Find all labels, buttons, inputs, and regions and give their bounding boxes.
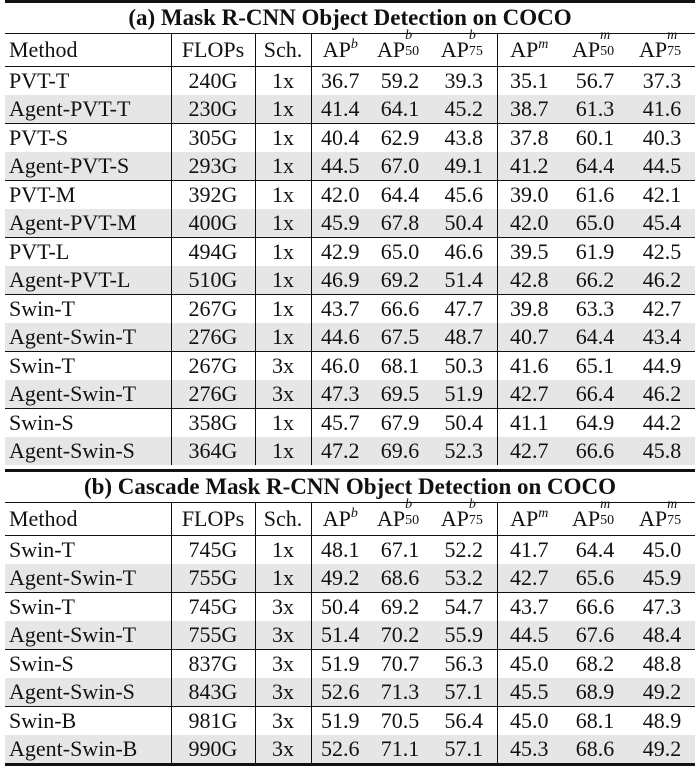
cell-sch: 1x — [255, 181, 311, 210]
cell-apb50: 69.2 — [369, 593, 431, 622]
header-flops — [171, 503, 255, 536]
cell-flops: 240G — [171, 67, 255, 96]
cell-apm75: 37.3 — [642, 68, 682, 93]
cell-apm: 42.8 — [497, 266, 561, 295]
cell-apm75: 45.4 — [629, 209, 695, 238]
cell-apb: 40.4 — [311, 124, 369, 153]
table-row — [5, 181, 695, 210]
cell-apb: 42.9 — [311, 238, 369, 267]
cell-method: Swin-S — [5, 409, 171, 438]
cell-method: Agent-Swin-T — [5, 323, 171, 352]
cell-apb75: 39.3 — [431, 67, 497, 96]
cell-apm50: 64.4 — [561, 323, 629, 352]
table-row — [5, 152, 695, 181]
cell-apb50: 67.9 — [369, 409, 431, 438]
table-row — [5, 707, 695, 736]
header-apm50-ap: AP — [571, 37, 601, 62]
cell-method: Swin-B — [5, 707, 171, 736]
cell-apm75: 49.2 — [629, 735, 695, 763]
header-apm75-ap: AP — [638, 37, 668, 62]
table-a — [5, 28, 695, 465]
table-row — [5, 352, 695, 381]
cell-apm75: 42.1 — [629, 181, 695, 210]
cell-apm50: 67.6 — [561, 621, 629, 650]
header-apb75-ap: AP — [440, 37, 469, 62]
cell-apb75: 53.2 — [431, 564, 497, 593]
cell-sch: 3x — [255, 707, 311, 736]
cell-apb75: 56.4 — [431, 707, 497, 736]
header-method-label: Method — [9, 37, 78, 62]
cell-apb50: 65.0 — [369, 238, 431, 267]
header-apb75-ap: AP — [440, 506, 469, 531]
cell-method: PVT-L — [5, 238, 171, 267]
cell-apb50: 69.2 — [369, 266, 431, 295]
header-apb50-ap: AP — [376, 506, 406, 531]
cell-apb: 46.9 — [311, 266, 369, 295]
cell-apb50: 64.1 — [369, 95, 431, 124]
cell-apm50: 65.0 — [561, 209, 629, 238]
cell-sch: 1x — [255, 564, 311, 593]
cell-apb75: 49.1 — [431, 152, 497, 181]
header-apb75 — [431, 28, 497, 67]
table-row — [5, 124, 695, 153]
cell-apm50: 66.2 — [561, 266, 629, 295]
cell-apb: 45.9 — [311, 209, 369, 238]
cell-method: PVT-M — [5, 181, 171, 210]
cell-flops: 981G — [171, 707, 255, 736]
cell-sch: 1x — [255, 152, 311, 181]
cell-flops: 745G — [171, 593, 255, 622]
cell-sch: 3x — [255, 380, 311, 409]
cell-apb50: 67.8 — [369, 209, 431, 238]
header-apb75-sub: 75 — [468, 513, 483, 528]
cell-apm: 45.0 — [497, 650, 561, 679]
cell-apb50: 67.5 — [369, 323, 431, 352]
cell-flops: 755G — [171, 564, 255, 593]
cell-apb75: 50.4 — [431, 409, 497, 438]
cell-apb75: 45.6 — [431, 181, 497, 210]
table-row — [5, 209, 695, 238]
cell-sch: 1x — [255, 409, 311, 438]
header-sch-label: Sch. — [263, 37, 303, 62]
cell-apb75: 45.2 — [431, 95, 497, 124]
cell-apb: 50.4 — [311, 593, 369, 622]
cell-apb75: 47.7 — [431, 295, 497, 324]
cell-apb50: 67.0 — [369, 152, 431, 181]
table-row — [5, 621, 695, 650]
header-apm50-ap: AP — [571, 506, 601, 531]
header-row — [5, 34, 695, 67]
cell-sch: 3x — [255, 678, 311, 707]
header-apb75 — [431, 497, 497, 536]
table-row — [5, 536, 695, 565]
table-row — [5, 593, 695, 622]
header-row — [5, 503, 695, 536]
header-apb50-sub: 50 — [405, 44, 420, 59]
header-apb50-scripts — [405, 497, 423, 528]
table-row — [5, 67, 695, 96]
cell-sch: 3x — [255, 621, 311, 650]
cell-apm: 45.5 — [497, 678, 561, 707]
cell-apm75: 46.2 — [629, 266, 695, 295]
cell-apm: 39.0 — [497, 181, 561, 210]
cell-flops: 494G — [171, 238, 255, 267]
cell-apb50: 68.6 — [369, 564, 431, 593]
cell-method: Swin-T — [5, 593, 171, 622]
header-apm — [497, 503, 561, 536]
cell-apb: 44.5 — [311, 152, 369, 181]
cell-apm75: 48.8 — [629, 650, 695, 679]
header-method — [5, 34, 171, 67]
cell-apm75: 45.0 — [642, 537, 682, 562]
cell-apm50: 64.9 — [561, 409, 629, 438]
table-row — [5, 323, 695, 352]
table-row — [5, 437, 695, 465]
cell-sch: 3x — [255, 650, 311, 679]
cell-apm: 41.2 — [497, 152, 561, 181]
cell-apb: 47.3 — [311, 380, 369, 409]
cell-apm50: 60.1 — [561, 124, 629, 153]
cell-apb50: 59.2 — [380, 68, 420, 93]
cell-apb: 42.0 — [311, 181, 369, 210]
cell-flops: 276G — [171, 323, 255, 352]
cell-apb: 52.6 — [311, 735, 369, 763]
cell-apb: 44.6 — [311, 323, 369, 352]
cell-apb50: 71.1 — [369, 735, 431, 763]
cell-apm: 38.7 — [497, 95, 561, 124]
cell-apb50: 70.7 — [369, 650, 431, 679]
cell-apm: 42.0 — [497, 209, 561, 238]
cell-sch: 1x — [255, 536, 311, 565]
cell-apm50: 63.3 — [561, 295, 629, 324]
header-apb50 — [369, 28, 431, 67]
header-apm75-ap: AP — [638, 506, 668, 531]
cell-apb: 49.2 — [311, 564, 369, 593]
cell-sch: 1x — [255, 95, 311, 124]
header-apm50-sup: m — [600, 28, 611, 43]
cell-apb75: 46.6 — [431, 238, 497, 267]
cell-apb75: 51.4 — [431, 266, 497, 295]
cell-apm50: 66.6 — [561, 593, 629, 622]
cell-apm75: 44.5 — [629, 152, 695, 181]
header-apb-ap: AP — [322, 37, 351, 62]
header-apb-sup: b — [350, 37, 358, 52]
cell-apb50: 68.1 — [369, 352, 431, 381]
cell-apm: 41.6 — [497, 352, 561, 381]
table-row — [5, 238, 695, 267]
header-apm50-scripts — [600, 28, 618, 59]
results-figure — [5, 0, 695, 766]
cell-method: Agent-PVT-T — [5, 95, 171, 124]
cell-apm75: 41.6 — [629, 95, 695, 124]
cell-flops: 837G — [171, 650, 255, 679]
header-apb75-scripts — [468, 28, 487, 59]
cell-method: PVT-S — [5, 124, 171, 153]
header-apb50-sup: b — [405, 497, 413, 512]
cell-flops: 305G — [171, 124, 255, 153]
cell-sch: 3x — [255, 352, 311, 381]
table-row — [5, 95, 695, 124]
cell-apm50: 61.3 — [561, 95, 629, 124]
cell-apb: 46.0 — [311, 352, 369, 381]
cell-flops: 267G — [171, 352, 255, 381]
cell-apb: 51.9 — [311, 707, 369, 736]
cell-apb75: 50.3 — [431, 352, 497, 381]
cell-apm75: 44.9 — [629, 352, 695, 381]
header-apm75-scripts — [667, 28, 685, 59]
cell-method: Agent-Swin-T — [5, 621, 171, 650]
cell-apm75: 48.9 — [629, 707, 695, 736]
cell-apm75: 48.4 — [629, 621, 695, 650]
cell-apb75: 43.8 — [431, 124, 497, 153]
cell-apm50: 65.1 — [561, 352, 629, 381]
cell-apb50: 66.6 — [369, 295, 431, 324]
header-flops-label: FLOPs — [181, 506, 245, 531]
cell-apm: 39.8 — [497, 295, 561, 324]
cell-apm: 42.7 — [497, 380, 561, 409]
cell-apb75: 51.9 — [431, 380, 497, 409]
header-apm — [497, 34, 561, 67]
header-apb50-scripts — [405, 28, 423, 59]
cell-apm50: 66.6 — [561, 437, 629, 465]
table-a-title: (a) Mask R-CNN Object Detection on COCO — [128, 5, 572, 30]
cell-apb50: 69.6 — [369, 437, 431, 465]
cell-method: Swin-T — [5, 295, 171, 324]
cell-sch: 1x — [255, 295, 311, 324]
cell-apb: 43.7 — [311, 295, 369, 324]
cell-method: Agent-Swin-T — [5, 564, 171, 593]
header-apb-ap: AP — [322, 506, 351, 531]
cell-method: Agent-PVT-M — [5, 209, 171, 238]
table-row — [5, 380, 695, 409]
cell-apm75: 45.8 — [629, 437, 695, 465]
cell-apm75: 45.9 — [629, 564, 695, 593]
bottom-rule — [5, 763, 695, 766]
cell-apb50: 70.2 — [369, 621, 431, 650]
header-apb50-sub: 50 — [405, 513, 420, 528]
cell-apb75: 57.1 — [431, 678, 497, 707]
header-apm75-sub: 75 — [667, 44, 682, 59]
cell-apm: 37.8 — [497, 124, 561, 153]
cell-sch: 1x — [255, 124, 311, 153]
cell-apm75: 47.3 — [629, 593, 695, 622]
header-apb-sup: b — [350, 506, 358, 521]
cell-apb75: 57.1 — [431, 735, 497, 763]
cell-apb: 45.7 — [311, 409, 369, 438]
cell-apb75: 48.7 — [431, 323, 497, 352]
cell-apm: 42.7 — [497, 437, 561, 465]
cell-flops: 276G — [171, 380, 255, 409]
cell-flops: 293G — [171, 152, 255, 181]
cell-flops: 745G — [171, 536, 255, 565]
table-row — [5, 735, 695, 763]
header-apm50 — [561, 28, 629, 67]
table-row — [5, 295, 695, 324]
cell-apb: 52.6 — [311, 678, 369, 707]
cell-apb: 51.9 — [311, 650, 369, 679]
header-apm-sup: m — [538, 37, 549, 52]
cell-sch: 1x — [255, 67, 311, 96]
cell-apm: 41.1 — [497, 409, 561, 438]
cell-apm: 42.7 — [497, 564, 561, 593]
cell-sch: 1x — [255, 323, 311, 352]
header-apm75 — [629, 28, 695, 67]
cell-sch: 1x — [255, 238, 311, 267]
cell-apm: 44.5 — [497, 621, 561, 650]
cell-apb: 47.2 — [311, 437, 369, 465]
table-row — [5, 650, 695, 679]
cell-sch: 3x — [255, 735, 311, 763]
cell-apm50: 66.4 — [561, 380, 629, 409]
header-apm-ap: AP — [510, 37, 539, 62]
header-apm50-sub: 50 — [600, 44, 615, 59]
cell-apm: 45.0 — [497, 707, 561, 736]
table-row — [5, 266, 695, 295]
cell-method: Agent-Swin-S — [5, 437, 171, 465]
header-apb — [311, 503, 369, 536]
header-apm75-sup: m — [667, 497, 678, 512]
cell-apm50: 56.7 — [575, 68, 615, 93]
cell-flops: 755G — [171, 621, 255, 650]
cell-apb50: 67.1 — [380, 537, 420, 562]
cell-sch: 1x — [255, 209, 311, 238]
table-row — [5, 678, 695, 707]
cell-apm: 43.7 — [497, 593, 561, 622]
header-apb75-scripts — [468, 497, 487, 528]
cell-apm50: 64.4 — [561, 152, 629, 181]
cell-apm: 39.5 — [497, 238, 561, 267]
cell-apm50: 61.6 — [561, 181, 629, 210]
cell-apm: 35.1 — [510, 68, 549, 93]
cell-flops: 510G — [171, 266, 255, 295]
cell-apb50: 71.3 — [369, 678, 431, 707]
cell-sch: 1x — [255, 437, 311, 465]
cell-method: Agent-Swin-T — [5, 380, 171, 409]
cell-flops: 392G — [171, 181, 255, 210]
header-apb50-sup: b — [405, 28, 413, 43]
cell-apm50: 64.4 — [575, 537, 615, 562]
header-apb50 — [369, 497, 431, 536]
header-flops — [171, 34, 255, 67]
cell-apb50: 70.5 — [369, 707, 431, 736]
cell-apm75: 42.5 — [629, 238, 695, 267]
cell-method: Agent-Swin-B — [5, 735, 171, 763]
cell-flops: 843G — [171, 678, 255, 707]
cell-method: Swin-S — [5, 650, 171, 679]
header-apm75-scripts — [667, 497, 685, 528]
cell-sch: 3x — [255, 593, 311, 622]
cell-apb75: 54.7 — [431, 593, 497, 622]
cell-flops: 230G — [171, 95, 255, 124]
cell-apm50: 68.2 — [561, 650, 629, 679]
cell-method: Agent-PVT-S — [5, 152, 171, 181]
cell-apm75: 46.2 — [629, 380, 695, 409]
cell-apm: 41.7 — [510, 537, 549, 562]
cell-flops: 400G — [171, 209, 255, 238]
cell-apm50: 65.6 — [561, 564, 629, 593]
cell-method: Agent-Swin-S — [5, 678, 171, 707]
cell-apb50: 62.9 — [369, 124, 431, 153]
header-apb75-sub: 75 — [468, 44, 483, 59]
cell-apm75: 44.2 — [629, 409, 695, 438]
table-b — [5, 497, 695, 763]
cell-apb: 48.1 — [321, 537, 360, 562]
header-method-label: Method — [9, 506, 78, 531]
cell-apb75: 52.3 — [431, 437, 497, 465]
header-apb — [311, 34, 369, 67]
cell-apm50: 61.9 — [561, 238, 629, 267]
header-apb75-sup: b — [468, 28, 476, 43]
cell-apm: 40.7 — [497, 323, 561, 352]
header-apm-ap: AP — [510, 506, 539, 531]
header-sch — [255, 34, 311, 67]
cell-apb75: 50.4 — [431, 209, 497, 238]
cell-apm: 45.3 — [497, 735, 561, 763]
cell-apb75: 55.9 — [431, 621, 497, 650]
header-apb75-sup: b — [468, 497, 476, 512]
cell-flops: 990G — [171, 735, 255, 763]
header-apm75-sub: 75 — [667, 513, 682, 528]
header-flops-label: FLOPs — [181, 37, 245, 62]
table-row — [5, 564, 695, 593]
cell-apb50: 64.4 — [369, 181, 431, 210]
table-row — [5, 409, 695, 438]
cell-apb: 51.4 — [311, 621, 369, 650]
cell-apm75: 49.2 — [629, 678, 695, 707]
header-sch — [255, 503, 311, 536]
header-apm50-scripts — [600, 497, 618, 528]
header-apm50 — [561, 497, 629, 536]
header-sch-label: Sch. — [263, 506, 303, 531]
cell-apm75: 43.4 — [629, 323, 695, 352]
cell-sch: 1x — [255, 266, 311, 295]
table-b-title: (b) Cascade Mask R-CNN Object Detection on COCO — [83, 474, 617, 499]
header-method — [5, 503, 171, 536]
header-apb50-ap: AP — [376, 37, 406, 62]
cell-method: PVT-T — [5, 67, 171, 96]
cell-apm50: 68.9 — [561, 678, 629, 707]
cell-apb: 41.4 — [311, 95, 369, 124]
cell-apm75: 42.7 — [629, 295, 695, 324]
cell-apm50: 68.6 — [561, 735, 629, 763]
cell-apb: 36.7 — [321, 68, 360, 93]
cell-flops: 267G — [171, 295, 255, 324]
header-apm50-sup: m — [600, 497, 611, 512]
header-apm75-sup: m — [667, 28, 678, 43]
cell-apb75: 52.2 — [431, 536, 497, 565]
cell-method: Swin-T — [5, 536, 171, 565]
cell-apb75: 56.3 — [431, 650, 497, 679]
cell-method: Agent-PVT-L — [5, 266, 171, 295]
cell-apm75: 40.3 — [629, 124, 695, 153]
cell-method: Swin-T — [5, 352, 171, 381]
header-apm75 — [629, 497, 695, 536]
cell-apm50: 68.1 — [561, 707, 629, 736]
cell-apb50: 69.5 — [369, 380, 431, 409]
cell-flops: 364G — [171, 437, 255, 465]
cell-flops: 358G — [171, 409, 255, 438]
header-apm50-sub: 50 — [600, 513, 615, 528]
header-apm-sup: m — [538, 506, 549, 521]
